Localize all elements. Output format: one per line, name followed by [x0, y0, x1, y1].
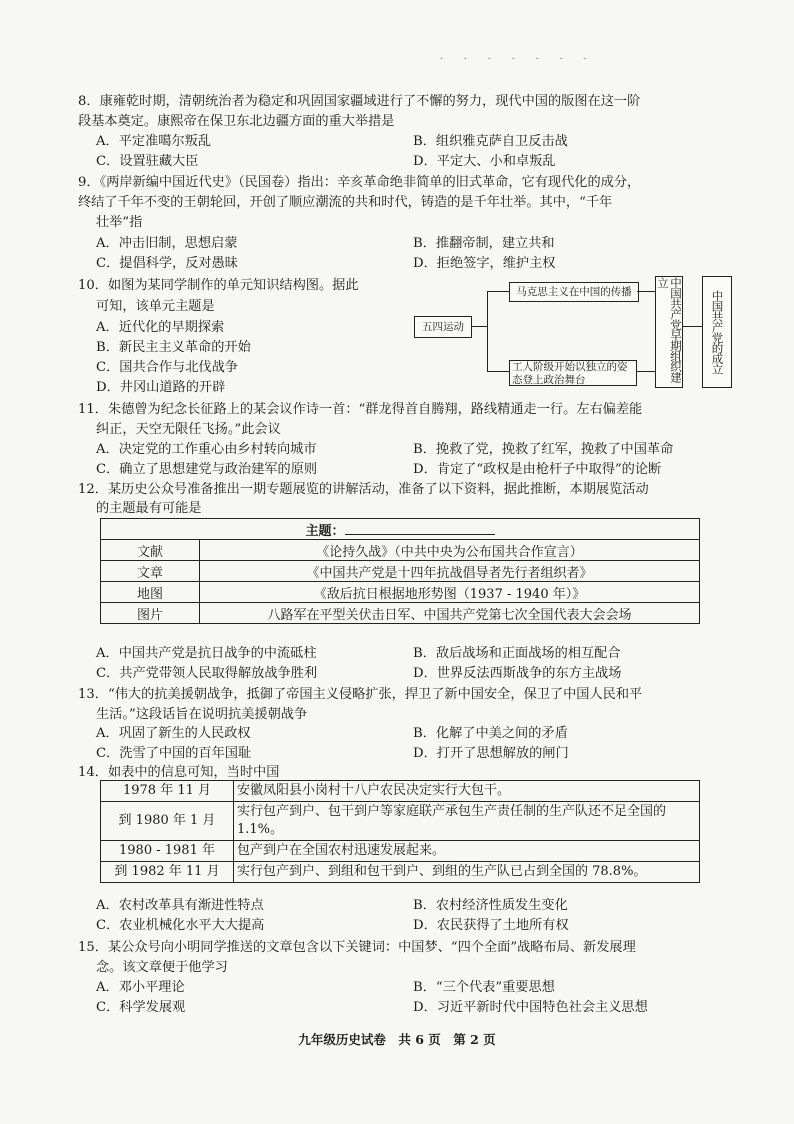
- table-date: 1978 年 11 月: [101, 781, 234, 802]
- theme-label: 主题：: [305, 523, 345, 539]
- diagram-mid-box: 中国共产党早期组织建立: [655, 276, 683, 388]
- q11-option-a: A．决定党的工作重心由乡村转向城市: [96, 442, 317, 457]
- q15-option-d: D．习近平新时代中国特色社会主义思想: [413, 1000, 648, 1015]
- table-value: 实行包产到户、到组和包干到户、到组的生产队已占到全国的 78.8%。: [234, 862, 700, 883]
- table-value: 实行包产到户、包干到户等家庭联产承包生产责任制的生产队还不足全国的 1.1%。: [234, 802, 700, 841]
- q14-option-c: C．农业机械化水平大大提高: [96, 918, 265, 933]
- q11-stem-line2: 纠正，天空无限任飞扬。”此会议: [96, 422, 281, 437]
- q10-knowledge-diagram: [414, 276, 734, 386]
- connector: [487, 371, 509, 372]
- page-footer: 九年级历史试卷 共 6 页 第 2 页: [298, 1032, 496, 1047]
- q13-option-b: B．化解了中美之间的矛盾: [413, 726, 568, 741]
- table-key: 文献: [101, 540, 200, 561]
- table-value: 安徽凤阳县小岗村十八户农民决定实行大包干。: [234, 781, 700, 802]
- table-key: 文章: [101, 561, 200, 582]
- q15-option-a: A．邓小平理论: [96, 980, 185, 995]
- table-row: [101, 561, 700, 582]
- q14-option-d: D．农民获得了土地所有权: [413, 918, 569, 933]
- q8-option-b: B．组织雅克萨自卫反击战: [413, 134, 568, 149]
- table-row: [101, 862, 700, 883]
- q8-option-c: C．设置驻藏大臣: [96, 154, 199, 169]
- answer-blank: [345, 522, 495, 535]
- table-row: [101, 802, 700, 841]
- q8-option-a: A．平定准噶尔叛乱: [96, 134, 212, 149]
- table-value: 包产到户在全国农村迅速发展起来。: [234, 841, 700, 862]
- q14-stem-line1: 14．如表中的信息可知，当时中国: [78, 765, 280, 780]
- table-value: 《敌后抗日根据地形势图（1937 - 1940 年）》: [200, 582, 700, 603]
- q15-option-c: C．科学发展观: [96, 1000, 186, 1015]
- connector: [637, 371, 655, 372]
- table-row: [101, 540, 700, 561]
- table-date: 1980 - 1981 年: [101, 841, 234, 862]
- theme-cell: [101, 519, 700, 540]
- q12-stem-line1: 12．某历史公众号准备推出一期专题展览的讲解活动，准备了以下资料，据此推断，本期展览活动: [78, 482, 649, 497]
- q15-option-b: B．“三个代表”重要思想: [413, 980, 555, 995]
- q12-option-d: D．世界反法西斯战争的东方主战场: [413, 666, 622, 681]
- q12-option-c: C．共产党带领人民取得解放战争胜利: [96, 666, 318, 681]
- q8-stem-line2: 段基本奠定。康熙帝在保卫东北边疆方面的重大举措是: [78, 114, 395, 129]
- q14-option-a: A．农村改革具有渐进性特点: [96, 898, 264, 913]
- table-row: [101, 841, 700, 862]
- q12-option-b: B．敌后战场和正面战场的相互配合: [413, 646, 621, 661]
- table-value: 《论持久战》（中共中央为公布国共合作宣言）: [200, 540, 700, 561]
- q11-option-b: B．挽救了党，挽救了红军，挽救了中国革命: [413, 442, 674, 457]
- q13-stem-line2: 生活。”这段话旨在说明抗美援朝战争: [96, 707, 308, 722]
- q9-stem-line1: 9．《两岸新编中国近代史》（民国卷）指出：辛亥革命绝非简单的旧式革命，它有现代化的成分，: [78, 175, 641, 190]
- q8-option-d: D．平定大、小和卓叛乱: [413, 154, 556, 169]
- table-date: 到 1982 年 11 月: [101, 862, 234, 883]
- q8-stem-line1: 8．康雍乾时期，清朝统治者为稳定和巩固国家疆域进行了不懈的努力，现代中国的版图在这一阶: [78, 94, 641, 109]
- connector: [471, 326, 487, 327]
- q15-stem-line1: 15．某公众号向小明同学推送的文章包含以下关键词：中国梦、“四个全面”战略布局、新发展理: [78, 940, 636, 955]
- q13-option-a: A．巩固了新生的人民政权: [96, 726, 251, 741]
- q9-stem-line3: 壮举”指: [96, 215, 143, 230]
- q13-option-d: D．打开了思想解放的闸门: [413, 746, 569, 761]
- diagram-lower-box: 工人阶级开始以独立的姿态登上政治舞台: [509, 360, 637, 386]
- table-row: [101, 582, 700, 603]
- q9-option-a: A．冲击旧制，思想启蒙: [96, 236, 238, 251]
- diagram-final-box: 中国共产党的成立: [702, 276, 732, 388]
- q9-option-c: C．提倡科学，反对愚昧: [96, 256, 238, 271]
- q9-option-b: B．推翻帝制，建立共和: [413, 236, 555, 251]
- q10-option-b: B．新民主主义革命的开始: [96, 340, 251, 355]
- table-date: 到 1980 年 1 月: [101, 802, 234, 841]
- q12-option-a: A．中国共产党是抗日战争的中流砥柱: [96, 646, 317, 661]
- q10-stem-line1: 10．如图为某同学制作的单元知识结构图。据此: [78, 278, 359, 293]
- q13-stem-line1: 13．“伟大的抗美援朝战争，抵御了帝国主义侵略扩张，捍卫了新中国安全，保卫了中国人民和平: [78, 687, 643, 702]
- table-value: 《中国共产党是十四年抗战倡导者先行者组织者》: [200, 561, 700, 582]
- q11-stem-line1: 11．朱德曾为纪念长征路上的某会议作诗一首：“群龙得首自腾翔，路线精通走一行。左右偏差能: [78, 402, 643, 417]
- connector: [637, 291, 655, 292]
- diagram-upper-box: 马克思主义在中国的传播: [509, 282, 639, 302]
- q10-option-a: A．近代化的早期探索: [96, 320, 225, 335]
- q10-option-d: D．井冈山道路的开辟: [96, 380, 226, 395]
- table-key: 图片: [101, 603, 200, 624]
- table-row: [101, 781, 700, 802]
- q11-option-c: C．确立了思想建党与政治建军的原则: [96, 462, 318, 477]
- q14-option-b: B．农村经济性质发生变化: [413, 898, 568, 913]
- connector: [487, 291, 488, 371]
- q12-materials-table: [100, 518, 700, 624]
- q10-stem-line2: 可知，该单元主题是: [96, 299, 215, 314]
- diagram-root-box: 五四运动: [414, 316, 472, 338]
- table-row: [101, 603, 700, 624]
- connector: [682, 326, 702, 327]
- q12-stem-line2: 的主题最有可能是: [96, 501, 202, 516]
- q13-option-c: C．洗雪了中国的百年国耻: [96, 746, 252, 761]
- q10-option-c: C．国共合作与北伐战争: [96, 360, 238, 375]
- scan-marks: - - - - - - -: [440, 54, 596, 64]
- table-row: [101, 519, 700, 540]
- q9-option-d: D．拒绝签字，维护主权: [413, 256, 556, 271]
- table-key: 地图: [101, 582, 200, 603]
- q15-stem-line2: 念。该文章便于他学习: [96, 960, 228, 975]
- table-value: 八路军在平型关伏击日军、中国共产党第七次全国代表大会会场: [200, 603, 700, 624]
- q14-info-table: [100, 780, 700, 883]
- q11-option-d: D．肯定了“政权是由枪杆子中取得”的论断: [413, 462, 662, 477]
- q9-stem-line2: 终结了千年不变的王朝轮回，开创了顺应潮流的共和时代，铸造的是千年壮举。其中，“千年: [78, 195, 613, 210]
- connector: [487, 291, 509, 292]
